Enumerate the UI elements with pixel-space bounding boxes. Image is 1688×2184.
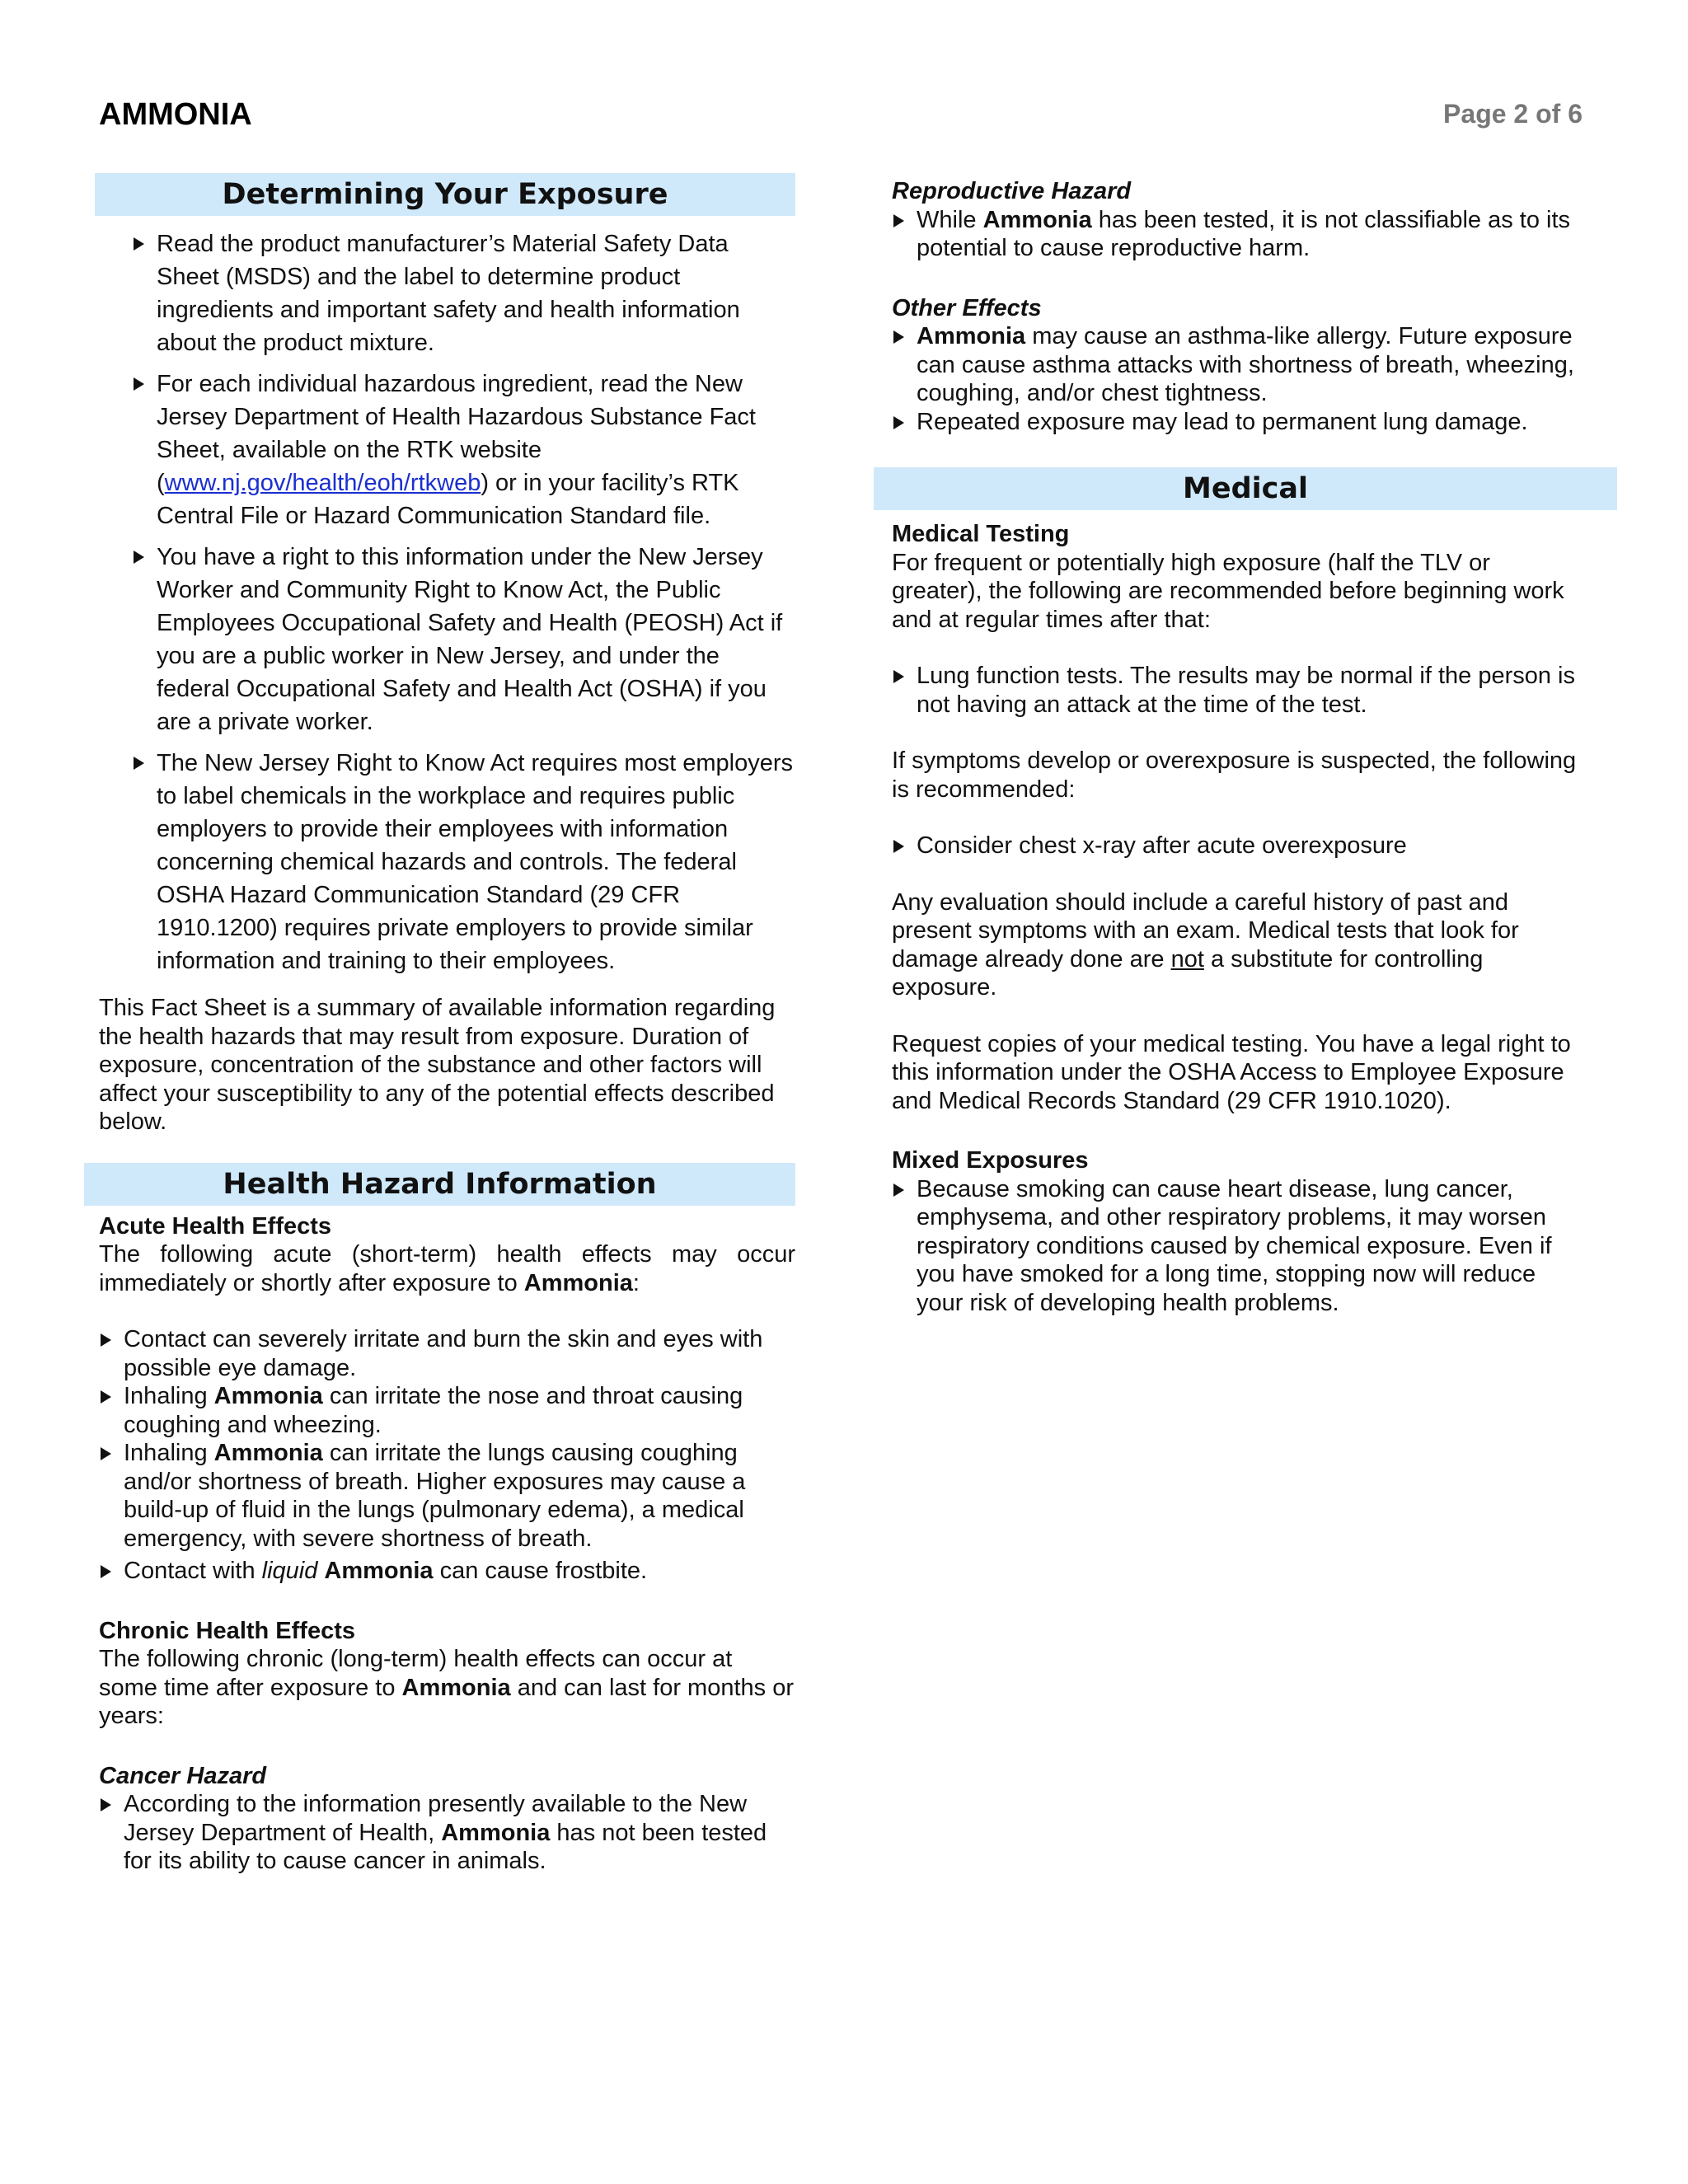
symptoms-text: If symptoms develop or overexposure is suspected, the following is recommended: — [892, 748, 1577, 803]
mixed-exposures-list — [892, 1175, 1584, 1318]
records-text: Request copies of your medical testing. You have a legal right to this information under the OSHA Access to Employee Exposure and Medical Records Standard (29 CFR 1910.1020). — [892, 1030, 1571, 1114]
list-item: Lung function tests. The results may be normal if the person is not having an attack at the time of the test. — [892, 662, 1584, 719]
list-item: For each individual hazardous ingredient, read the New Jersey Department of Health Hazardous Substance Fact Sheet, available on the RTK website (www.nj.gov/health/eoh/rtkweb) or in your facility’s RTK Central File or Hazard Communication Standard file. — [132, 368, 795, 532]
bullet-triangle-icon — [893, 840, 904, 853]
bullet-triangle-icon — [101, 1390, 111, 1404]
list-item: The New Jersey Right to Know Act requires most employers to label chemicals in the workplace and requires public employers to provide their employees with information concerning chemical hazards and controls. The federal OSHA Hazard Communication Standard (29 CFR 1910.1200) requires private employers to provide similar information and training to their employees. — [132, 747, 795, 977]
list-item: Because smoking can cause heart disease, lung cancer, emphysema, and other respiratory problems, it may worsen respiratory conditions caused by chemical exposure. Even if you have smoked for a long time, stopping now will reduce your risk of developing health problems. — [892, 1175, 1584, 1318]
acute-effects-intro: The following acute (short-term) health effects may occur immediately or shortly after exposure to Ammonia: — [99, 1241, 795, 1296]
bullet-triangle-icon — [893, 416, 904, 429]
bullet-triangle-icon — [893, 214, 904, 227]
bullet-triangle-icon — [101, 1565, 111, 1578]
page-number: Page 2 of 6 — [1443, 99, 1582, 129]
left-column — [99, 173, 795, 1876]
list-item: Repeated exposure may lead to permanent lung damage. — [892, 408, 1584, 437]
fact-sheet-summary: This Fact Sheet is a summary of available information regarding the health hazards that may result from exposure. Duration of exposure, concentration of the substance and other factors will affect your susceptibility to any of the potential effects described below. — [99, 995, 776, 1135]
cancer-hazard-title: Cancer Hazard — [99, 1762, 267, 1789]
medical-testing-list — [892, 662, 1584, 719]
list-item: While Ammonia has been tested, it is not classifiable as to its potential to cause reproductive harm. — [892, 206, 1584, 263]
list-item: Inhaling Ammonia can irritate the lungs causing coughing and/or shortness of breath. Higher exposures may cause a build-up of fluid in the lungs (pulmonary edema), a medical emergency, with severe shortness of breath. — [99, 1439, 795, 1553]
bullet-triangle-icon — [101, 1333, 111, 1347]
chronic-effects-title: Chronic Health Effects — [99, 1617, 355, 1644]
list-item: Read the product manufacturer’s Material Safety Data Sheet (MSDS) and the label to determine product ingredients and important safety and health information about the product mixture. — [132, 227, 795, 359]
cancer-hazard-list — [99, 1790, 795, 1876]
bullet-triangle-icon — [134, 377, 144, 391]
acute-effects-title: Acute Health Effects — [99, 1212, 332, 1240]
section-heading-health-hazard: Health Hazard Information — [84, 1163, 795, 1206]
bullet-triangle-icon — [893, 330, 904, 344]
reproductive-hazard-list — [892, 206, 1584, 263]
bullet-triangle-icon — [134, 237, 144, 251]
bullet-triangle-icon — [134, 757, 144, 770]
bullet-triangle-icon — [893, 670, 904, 683]
list-item: Contact with liquid Ammonia can cause frostbite. — [99, 1557, 795, 1586]
list-item: You have a right to this information under the New Jersey Worker and Community Right to Know Act, the Public Employees Occupational Safety and Health (PEOSH) Act if you are a public worker in New Jersey, and under the federal Occupational Safety and Health Act (OSHA) if you are a private worker. — [132, 541, 795, 738]
medical-testing-title: Medical Testing — [892, 521, 1070, 547]
overexposure-list — [892, 832, 1584, 860]
bullet-triangle-icon — [134, 551, 144, 564]
list-item: Consider chest x-ray after acute overexposure — [892, 832, 1584, 860]
section-heading-exposure: Determining Your Exposure — [95, 173, 795, 216]
bullet-triangle-icon — [893, 1183, 904, 1197]
bullet-triangle-icon — [101, 1447, 111, 1460]
section-heading-medical: Medical — [874, 467, 1617, 510]
other-effects-list — [892, 322, 1584, 436]
rtk-website-link[interactable]: www.nj.gov/health/eoh/rtkweb — [164, 470, 481, 496]
medical-testing-intro: For frequent or potentially high exposure (half the TLV or greater), the following are recommended before beginning work and at regular times after that: — [892, 549, 1564, 633]
bullet-triangle-icon — [101, 1798, 111, 1811]
reproductive-hazard-title: Reproductive Hazard — [892, 178, 1132, 204]
right-column — [892, 173, 1584, 1317]
list-item: Ammonia may cause an asthma-like allergy. Future exposure can cause asthma attacks with shortness of breath, wheezing, coughing, and/or chest tightness. — [892, 322, 1584, 408]
acute-effects-list — [99, 1325, 795, 1586]
list-item: Inhaling Ammonia can irritate the nose and throat causing coughing and wheezing. — [99, 1382, 795, 1439]
document-title: AMMONIA — [99, 97, 252, 132]
list-item: Contact can severely irritate and burn the skin and eyes with possible eye damage. — [99, 1325, 795, 1382]
list-item: According to the information presently available to the New Jersey Department of Health, Ammonia has not been tested for its ability to cause cancer in animals. — [99, 1790, 795, 1876]
chronic-effects-intro: The following chronic (long-term) health effects can occur at some time after exposure to Ammonia and can last for months or years: — [99, 1646, 794, 1729]
exposure-bullet-list — [132, 227, 795, 977]
mixed-exposures-title: Mixed Exposures — [892, 1147, 1089, 1174]
evaluation-text: Any evaluation should include a careful history of past and present symptoms with an exam. Medical tests that look for damage already done are not a substitute for controlling exposure. — [892, 888, 1519, 1001]
other-effects-title: Other Effects — [892, 294, 1042, 321]
